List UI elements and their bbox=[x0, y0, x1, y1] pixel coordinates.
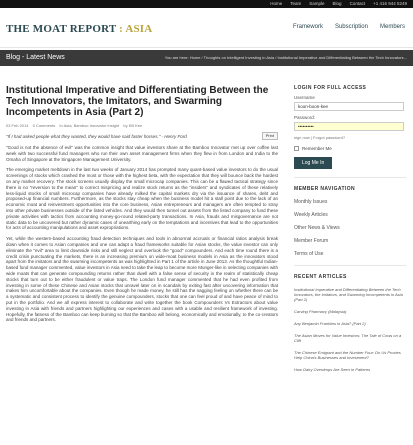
page-banner bbox=[0, 50, 413, 66]
member-nav-list bbox=[294, 199, 406, 257]
top-utility-bar bbox=[0, 0, 413, 8]
remember-me[interactable] bbox=[294, 146, 406, 151]
recent-item[interactable]: The Asian Moves for Value Investors: The Tale of Cows on a Cliff bbox=[294, 333, 402, 343]
sidebar-divider-2 bbox=[294, 265, 406, 266]
logo-main: THE MOAT REPORT bbox=[6, 23, 117, 35]
site-header bbox=[0, 8, 413, 48]
nav-item-members[interactable]: Members bbox=[379, 24, 405, 30]
remember-checkbox[interactable] bbox=[294, 146, 299, 151]
nav-item-framework[interactable]: Framework bbox=[292, 24, 323, 30]
topbar-link-contact[interactable]: Contact bbox=[349, 1, 366, 6]
recent-item[interactable]: Any Benjamin Franklins in Asia? (Part 2) bbox=[294, 321, 366, 326]
member-nav-forum[interactable]: Member Forum bbox=[294, 238, 329, 244]
page-title: Blog - Latest News bbox=[6, 54, 65, 61]
post-comments[interactable]: 0 Comments bbox=[32, 123, 56, 128]
recent-item[interactable]: How Dairy Overdrops Are Seen in Patterns bbox=[294, 367, 371, 372]
login-heading: LOGIN FOR FULL ACCESS bbox=[294, 85, 367, 91]
topbar-link-blog[interactable]: Blog bbox=[332, 1, 342, 6]
sidebar-divider bbox=[294, 177, 406, 178]
logo-accent: : ASIA bbox=[119, 23, 153, 35]
nav-item-subscription[interactable]: Subscription bbox=[334, 24, 368, 30]
post-meta bbox=[6, 123, 278, 128]
main-nav bbox=[293, 24, 405, 30]
remember-label: Remember Me bbox=[302, 146, 332, 151]
post-paragraph-3: Yet, while the western-based accounting fraud detection techniques and tools in abnormal accruals or financial ratios analysis break down when it comes to Asian companies and one can adapt a fraud frameworks suitable for Asian stocks, the value investor can only eliminate the "evil" area to limit downside risks and still neglect and overlook the "good" compounders. And each time round there is a credit crisis punctuating the markets, there is an increasing premium on wide-moat business models in Asia as the innovators stood apart from the imitators and the swarming incompetents as was highlighted in Part 1 of the article in June 2013. As the thoughtful Indian-based fund manager commented, value investors in Asia need to take the leap to become more Munger-like in selecting companies with wide moats that can generate compounding returns rather than dwell with a false sense of security in the realm of statistically cheap stocks that turn out to be either fraudulent or value traps. The London fund manager commented that he had even profited from investing in some of these Chinese and Asian stocks that unravel later on in scandals by exiting fast after uncovering information that makes him uncomfortable about the companies. Even though he made money, he still has the nagging feeling on whether there can be a systematic and consistent process to identify the genuine compounders, stocks that one can feel proud of and have peace of mind to put in the portfolio. And we all express interest to collaborate and write together the book Compounders Vs Extractors about value investing in Asia with friends and partners highlighting our experiences and cases with a usable and resilient framework of investing. Hopefully, the fatness of the Bamboo can keep burning so that the Bamboo will belong, economically and emotionally, to the co-creators and friends and partners. bbox=[6, 236, 278, 323]
post-paragraph-1: "Good is not the absence of evil" was the common insight that value investors share at the Bamboo Innovator met up over coffee last week with two successful fund managers who run their own asset management firms when they flew in from London and India to the Omaha of Singapore at the Singapore Management University. bbox=[6, 145, 278, 162]
member-nav-weekly-articles[interactable]: Weekly Articles bbox=[294, 212, 328, 218]
post-content bbox=[6, 85, 278, 323]
recent-heading: RECENT ARTICLES bbox=[294, 274, 347, 280]
password-label: Password: bbox=[294, 115, 316, 120]
post-author[interactable]: by KB Kee bbox=[123, 123, 143, 128]
login-help-links[interactable]: sign now | Forgot password? bbox=[294, 135, 346, 140]
login-button[interactable]: Log Me In bbox=[294, 157, 332, 169]
sidebar bbox=[294, 85, 406, 372]
recent-item[interactable]: Institutional Imperative and Differentiating Between the Tech Innovators, the Imitators, and Swarming Incompetents in Asia (Part 2) bbox=[294, 287, 403, 302]
recent-item[interactable]: The Chinese Emigrant and the Number Four: Do Us Proxies Help China's Businesses and Investment? bbox=[294, 350, 401, 360]
username-label: Username bbox=[294, 95, 315, 100]
post-quote bbox=[6, 134, 278, 140]
print-button[interactable]: Print bbox=[262, 132, 278, 140]
site-logo[interactable] bbox=[6, 23, 152, 35]
post-date: 03 Feb 2014 bbox=[6, 123, 29, 128]
member-nav-monthly-issues[interactable]: Monthly Issues bbox=[294, 199, 328, 205]
topbar-link-home[interactable]: Home bbox=[270, 1, 283, 6]
topbar-link-sample[interactable]: Sample bbox=[309, 1, 325, 6]
topbar-link-team[interactable]: Team bbox=[290, 1, 302, 6]
post-paragraph-2: The emerging market meltdown in the last two weeks of January 2014 has prompted many quant-based value investors to do the usual screenings of stocks which crashed the most or those with the highest beta, with the expectation that they will bounce back the hardest on any market recovery. The stock screens usually display the small microcap companies. This can be a flawed tactical strategy since there is no "reversion to the mean" to correct mispricing and realize stock returns as the "insiders" and syndicates of these relatively less-liquid stocks of small microcap companies have already milked the capital markets dry via the issuance of shares, debt and proposed-up financial numbers. Furthermore, as the stocks stay cheap when the business model hit a stall point due to the lack of an economic moat and reinvestment opportunities into the core business, Asian entrepreneurs and managers are often tempted to stray into other private businesses outside of the listed vehicles. And they would then tunnel out assets from the listed company to fund these private activities with tactics from accounting money-go-round related-party transactions. In Asia, frauds and misgovernance are not static data to be uncovered but rather dynamic cases of unearthing early on the temptations and incentives that lead to the opportunities for acts of accounting manipulations and asset expropriations. bbox=[6, 167, 278, 231]
username-field[interactable]: koon-boon-kee bbox=[294, 102, 404, 111]
recent-list bbox=[294, 287, 406, 372]
member-nav-heading: MEMBER NAVIGATION bbox=[294, 186, 356, 192]
post-category[interactable]: In Asia, Bamboo Innovator Insight bbox=[59, 123, 120, 128]
member-nav-terms[interactable]: Terms of Use bbox=[294, 251, 324, 257]
breadcrumb[interactable]: You are here: Home / Thoughts on Intelligent Investing in Asia / Institutional Imperative and Differentiating Between the Tech Innovators... bbox=[164, 55, 407, 60]
member-nav-other-news[interactable]: Other News & Views bbox=[294, 225, 340, 231]
quote-text: "If I had asked people what they wanted, they would have said faster horses." - Henry Ford bbox=[6, 134, 187, 139]
recent-item[interactable]: Carving Pharmacy (Malaysia) bbox=[294, 309, 347, 314]
password-field[interactable]: •••••••••• bbox=[294, 122, 404, 131]
post-title: Institutional Imperative and Differentiating Between the Tech Innovators, the Imitators, and Swarming Incompetents in Asia (Part 2) bbox=[6, 85, 269, 118]
topbar-phone: +1 416 944 5249 bbox=[373, 1, 407, 6]
